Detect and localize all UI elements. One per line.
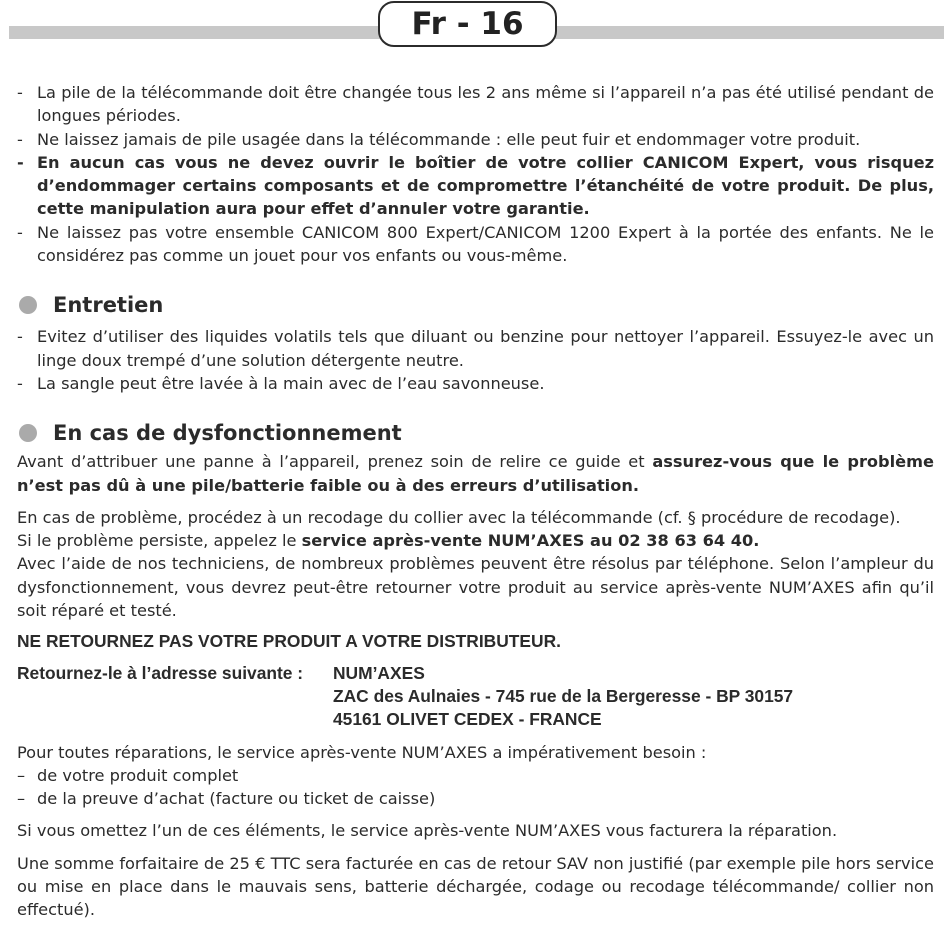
section-title-entretien (17, 291, 934, 319)
phone-number-text: service après-vente NUM’AXES au 02 38 63 64 40. (301, 531, 760, 551)
list-item-text: Ne laissez pas votre ensemble CANICOM 800 Expert/CANICOM 1200 Expert à la portée des enfants. Ne le considérez pas comme un jouet pour vos enfants ou vous-même. (37, 222, 934, 266)
text: Avant d’attribuer une panne à l’appareil, prenez soin de relire ce guide et (17, 452, 653, 472)
intro-list (17, 81, 934, 267)
address-label: Retournez-le à l’adresse suivante : (17, 662, 304, 683)
section-title-text: Entretien (53, 293, 164, 318)
paragraph-fee: Une somme forfaitaire de 25 € TTC sera facturée en cas de retour SAV non justifié (par exemple pile hors service ou mise en place dans le mauvais sens, batterie déchargée, codage ou recodage télécommande/ collier non effectué). (17, 853, 934, 920)
address-city: 45161 OLIVET CEDEX - FRANCE (333, 709, 602, 730)
list-item (17, 128, 934, 151)
dash: - (17, 222, 23, 242)
text: Si le problème persiste, appelez le (17, 531, 302, 551)
address-street: ZAC des Aulnaies - 745 rue de la Bergeresse - BP 30157 (333, 685, 794, 706)
paragraph-technicians: Avec l’aide de nos techniciens, de nombreux problèmes peuvent être résolus par téléphone. Selon l’ampleur du dysfonctionnement, vous devrez peut-être retourner votre produit au service après-vente NUM’AXES afin qu’il soit réparé et testé. (17, 554, 934, 621)
list-item-text: de votre produit complet (37, 765, 239, 785)
warning-heading: NE RETOURNEZ PAS VOTRE PRODUIT A VOTRE DISTRIBUTEUR. (17, 631, 561, 652)
entretien-list (17, 325, 934, 395)
list-item-text: Evitez d’utiliser des liquides volatils tels que diluant ou benzine pour nettoyer l’appareil. Essuyez-le avec un linge doux trempé d’une solution détergente neutre. (37, 327, 934, 370)
paragraph-repairs: Pour toutes réparations, le service après-vente NUM’AXES a impérativement besoin : (17, 742, 707, 762)
list-item (17, 325, 934, 372)
paragraph-check (17, 450, 934, 497)
list-item-text: La pile de la télécommande doit être changée tous les 2 ans même si l’appareil n’a pas été utilisé pendant de longues périodes. (37, 83, 934, 126)
bold-text: assurez-vous que le problème n’est pas dû à une pile/batterie faible ou à des erreurs d’utilisation. (17, 452, 935, 495)
dash: - (17, 327, 23, 347)
list-item (17, 372, 934, 395)
repairs-list (17, 764, 934, 811)
address-line (17, 685, 934, 708)
list-item (17, 764, 934, 787)
list-item-text: En aucun cas vous ne devez ouvrir le boîtier de votre collier CANICOM Expert, vous risquez d’endommager certains composants et de compromettre l’étanchéité de votre produit. De plus, cette manipulation aura pour effet d’annuler votre garantie. (37, 152, 934, 219)
section-title-text: En cas de dysfonctionnement (53, 421, 402, 446)
dash: – (17, 765, 26, 785)
text: En cas de problème, procédez à un recodage du collier avec la télécommande (cf. § procédure de recodage). (17, 507, 901, 527)
dash: – (17, 789, 26, 809)
dash: - (17, 152, 24, 172)
list-item (17, 787, 934, 810)
paragraph-omission: Si vous omettez l’un de ces éléments, le service après-vente NUM’AXES vous facturera la réparation. (17, 821, 838, 841)
return-address (17, 662, 934, 732)
list-item-text: de la preuve d’achat (facture ou ticket de caisse) (37, 789, 436, 809)
dash: - (17, 83, 23, 102)
address-line (17, 662, 934, 685)
dash: - (17, 373, 23, 393)
list-item-text: La sangle peut être lavée à la main avec de l’eau savonneuse. (37, 373, 545, 393)
dash: - (17, 129, 23, 149)
address-company: NUM’AXES (333, 662, 425, 683)
list-item-text: Ne laissez jamais de pile usagée dans la télécommande : elle peut fuir et endommager votre produit. (37, 129, 861, 149)
list-item (17, 81, 934, 128)
page-content (17, 81, 934, 922)
section-title-dysfonctionnement (17, 419, 934, 447)
paragraph-recode (17, 506, 934, 553)
list-item (17, 221, 934, 268)
page-number-badge: Fr - 16 (378, 1, 557, 47)
bullet-icon (19, 296, 37, 314)
address-line (17, 708, 934, 731)
bullet-icon (19, 424, 37, 442)
warning-list-item (17, 151, 934, 221)
